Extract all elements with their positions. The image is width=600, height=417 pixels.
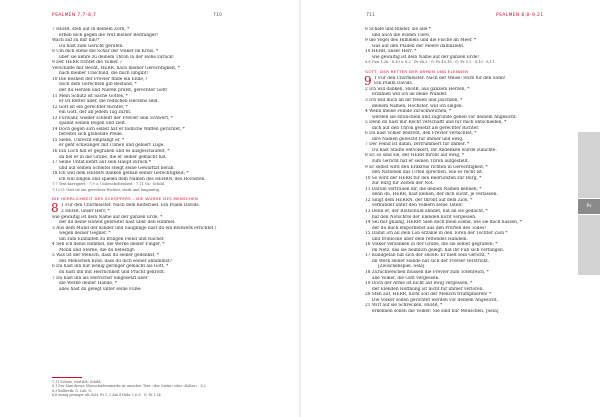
verse-line: 5 Was ist der Mensch, dass du seiner gedenkst, * [52,253,160,259]
chapter-opening [52,203,242,214]
chapter-number: 9 [364,73,372,88]
verse-line: 13 Denn er, der Blutschuld ahndet, hat an sie gedacht, * [365,208,488,214]
verse-line: 8 Er, so sind sie, der HERR thront auf ewig, * [365,153,464,159]
verse-line: 7 Der Feind ist dahin, zertrümmert für immer. * [365,142,470,148]
footnote: 8,3 Bollwerk: G: Lob, G. [52,388,93,393]
cross-reference: 7,7 Text korrigiert · 7,9 o: Unbescholtenheit · 7,11 Gr.: Schild. [52,182,166,187]
verse-line: 17 Seine Untat kehrt auf sein Haupt zurück * [52,160,152,166]
psalm-superscription: 1 Für den Chormeister. Nach dem Kelterlied. Ein Psalm Davids. [61,203,201,209]
verse-line: 15 Damit ich all dein Lob erzähle in den Toren der Tochter Zion * [365,231,508,237]
verse-line: 15 Siehe, Unrecht empfängt er, * [52,137,125,143]
verse-line: Du hast Städte entvölkert, ihr Andenken wurde zunichte. [372,147,497,153]
verse-line: 3 Ich will mich an dir freuen und jauchzen, * [365,98,463,104]
left-page-text [52,27,242,292]
right-page [301,0,600,417]
verse-line: 14 Sei mir gnädig, HERR! Sieh doch mein Elend, wie sie mich hassen, * [365,220,522,226]
verse-line: 12 Singt dem HERRN, der thront auf dem Zion, * [365,197,473,203]
thumb-index-strip [578,132,600,198]
verse-line: wegen deiner Gegner, * [59,231,111,237]
footnote-divider [52,377,82,378]
verse-line: 17 Kundgetan hat sich der HERR: Er hielt sein Gericht, * [365,253,490,259]
verse-line: 4 Wenn meine Feinde zurückweichen, * [365,109,452,115]
verse-line: 20 Steh auf, HERR, nicht soll der Mensch triumphieren! * [365,292,492,298]
verse-line: der du mich emporhebst aus den Pforten des Todes! [372,225,487,231]
verse-line: deinem Namen, Höchster, will ich singen. [372,103,464,109]
verse-line: der Elenden Hoffnung ist nicht für immer verloren. [372,286,484,292]
thumb-tab-psalms[interactable]: Ps [578,199,600,214]
verse-line: der du deine Hoheit gebreitet hast über den Himmel. [59,220,176,226]
verse-line: bereitet sich glühende Pfeile. [59,132,124,138]
thumb-index-strip [578,215,600,275]
verse-line: 9 die Vögel des Himmels und die Fische im Meer, * [365,38,477,44]
verse-line: 4 Seh ich deine Himmel, die Werke deiner Finger, * [52,242,165,248]
footnotes [52,380,242,397]
verse-line: erkennen sollen die Völker: Sie sind nur Menschen. [Sela] [372,308,499,314]
running-head-right: PSALMEN 8,8–9,21 [496,13,544,18]
verse-line: über sie kehre zu deinem Thron in der Höhe zurück! [59,54,174,60]
verse-line: da fiel er in die Grube, die er selber gemacht hat. [59,154,168,160]
page-number-left: 710 [213,13,222,18]
verse-line: werden sie straucheln und zugrunde gehen vor deinem Angesicht. [372,114,518,120]
verse-line: zur Burg für Zeiten der Not. [372,181,434,187]
verse-line: ich will singen und spielen dem Namen des HERRN, des Höchsten. [59,176,206,182]
chapter-number: 8 [51,201,59,216]
verse-line: 2 Ich will danken, HERR, aus ganzem Herzen, * [365,86,470,92]
verse-line: 16 Völker versanken in der Grube, die sie selber gegraben; * [365,242,498,248]
verse-line: 11 Darum vertrauen dir, die deinen Namen kennen; * [365,186,482,192]
verse-line: doch dem Gerechten gib Bestand, * [59,82,137,88]
interlude-marker: [Zwischenspiel. Sela] [378,264,425,270]
verse-line: Wach auf zu mir hin!* [52,38,100,44]
verse-line: verkündet unter den Völkern seine Taten! [372,203,463,209]
verse-line: 8 Schafe und Rinder, sie alle * [365,27,431,32]
running-head-left: PSALMEN 7,7–8,7 [52,13,97,18]
verse-line: 11 Mein Schutz ist Sache Gottes, * [52,93,128,99]
verse-line: die Werke deiner Hände, * [59,281,117,287]
verse-line: und frohlocke über dein rettendes Handeln. [372,236,468,242]
verse-line: 14 Doch gegen sich selbst hat er tödliche Waffen gerichtet, * [52,126,185,132]
cross-reference: 8,8 Gen 1,26 · 8,10 s. 8,2 · Ps 66,2 · G: Ps 45,18 · G: Ps 9,1 · 8,10 · 8,11 [365,60,495,65]
verse-line: 7 Du hast ihn als Herrscher eingesetzt über [52,275,148,281]
verse-line: 5 Denn du hast mir Recht verschafft und für mich entschieden, * [365,120,507,126]
psalm-superscription: Ein Psalm Davids. [374,81,414,87]
verse-line: 10 HERR, unser Herr, * [365,49,417,55]
verse-line: 9 Der HERR richtet die Völker. / [52,60,122,66]
verse-line: und auch die wilden Tiere, [372,32,431,38]
verse-line: 10 So wird der HERR für den Bedrückten zur Burg, * [365,175,482,181]
verse-line: 3 Aus dem Mund der Kinder und Säuglinge hast du ein Bollwerk errichtet / [52,225,217,231]
verse-line: alle Völker, die Gott vergessen. [372,275,440,281]
verse-line: erheb dich gegen die Wut meiner Bedränger! [59,32,159,38]
verse-line: zum Gericht hat er seinen Thron aufgestellt. [372,159,470,165]
verse-line: den Nationen das Urteil sprechen, wie es recht ist. [372,170,484,176]
verse-line: was auf den Pfaden der Meere dahinzieht. [372,43,465,49]
footnote: 8,6 wenig geringer als Gott: Ps 1, 2 Am 4 Hebr 2,6–8 · G: Ps 1,24 [52,392,161,397]
verse-line: er ist Retter aller, die redlichen Herzens sind. [59,99,159,105]
psalm-superscription: 1 Für den Chormeister. Nach der Weise: Stirb für den Sohn! [374,75,506,81]
left-page [0,0,299,417]
verse-line: im Netz, das sie heimlich gelegt, hat ihr Fuß sich verfangen. [372,247,505,253]
verse-line: du hast ihn mit Herrlichkeit und Pracht gekrönt. [59,269,166,275]
right-page-text [365,27,557,314]
verse-line: des Menschen Kind, dass du dich seiner annimmst? [59,258,172,264]
verse-line: ihre Namen gelöscht für immer und ewig. [372,136,464,142]
verse-line: 10 Die Bosheit der Frevler finde ein Ende, / [52,76,148,82]
verse-line: und auf seinen Scheitel steigt seine Gewalttat herab. [59,165,175,171]
cross-reference: 7,12 G: Gott ist ein gerechter Richter, stark und langmütig. [52,187,161,192]
verse-line: wie gewaltig ist dein Name auf der ganzen Erde, * [52,214,163,220]
page-number-right: 711 [366,13,375,18]
verse-line: 18 Ich will dem HERRN danken gemäß seiner Gerechtigkeit; * [52,171,189,177]
verse-line: 2 HERR, unser Herr, * [61,208,110,214]
verse-line: er geht schwanger mit Unheil und gebiert Lüge. [59,143,165,149]
verse-line: 7 HERR, steh auf in deinem Zorn, * [52,27,130,32]
footnote: 8,1 Der Sinn dieses Überschriftvermerks ist unsicher. Text: »der Gattin« oder »Kelter« · 8,2 [52,384,206,389]
verse-line: 18 Zurückweichen müssen die Frevler zum Totenreich, * [365,269,489,275]
verse-line: alles hast du gelegt unter seine Füße: [59,286,142,292]
verse-line: denn du, HERR, hast keinen, der dich sucht, je verlassen. [372,192,498,198]
verse-line: 12 Gott ist ein gerechter Richter, * [52,104,128,110]
chapter-opening [364,73,557,88]
verse-line: im Werk seiner Hände hat sich der Frevler verstrickt. [372,258,490,264]
section-heading: GOTT, DER RETTER DER ARMEN UND ELENDEN [365,68,469,74]
section-heading: DIE HERRLICHKEIT DES SCHÖPFERS – DIE WÜRDE DES MENSCHEN [52,196,199,202]
verse-line: um zum Einhalten zu bringen Feind und Rächer. [59,236,165,242]
verse-line: 13 Fürwahr, wieder schleift der Frevler sein Schwert, * [52,115,173,121]
verse-line: Mond und Sterne, die du befestigt: [59,247,136,253]
verse-line: wie gewaltig ist dein Name auf der ganzen Erde! [372,54,480,60]
footnote: 7,11 Schutz, wörtlich: Schild. [52,380,102,384]
verse-line: nach meiner Unschuld, die mich umgibt! [59,71,149,77]
verse-line: 6 Du hast Völker bedroht, den Frevler vernichtet, * [365,131,477,137]
verse-line: erzählen will ich all deine Wunder. [372,92,448,98]
verse-line: 9 Er selbst wird den Erdkreis richten in Gerechtigkeit, * [365,164,488,170]
verse-line: hat den Notschrei der Elenden nicht vergessen. [372,214,477,220]
verse-line: ein Gott, der an jedem Tag zürnt. [59,110,132,116]
verse-line: der du Herzen und Nieren prüfst, gerechter Gott! [59,88,168,94]
verse-line: Du hast zum Gericht gerufen. [59,43,124,49]
verse-line: spannt seinen Bogen und zielt. [59,121,127,127]
verse-line: 19 Doch der Arme ist nicht auf ewig vergessen, * [365,281,473,287]
verse-line: 6 Du hast ihn nur wenig geringer gemacht als Gott, * [52,264,169,270]
verse-line: Die Völker sollen gerichtet werden vor deinem Angesicht. [372,297,499,303]
verse-line: 16 Ein Loch hat er gegraben und es ausgeschaufelt, * [52,149,170,155]
verse-line: Verschaffe mir Recht, HERR, nach meiner Gerechtigkeit, * [52,65,180,71]
verse-line: 8 Um dich stehe die Schar der Völker im Kreis, * [52,49,159,55]
verse-line: dich auf den Thron gesetzt als gerechter Richter. [372,125,480,131]
verse-line: 21 Wirf auf sie Schrecken, HERR, * [365,303,443,309]
